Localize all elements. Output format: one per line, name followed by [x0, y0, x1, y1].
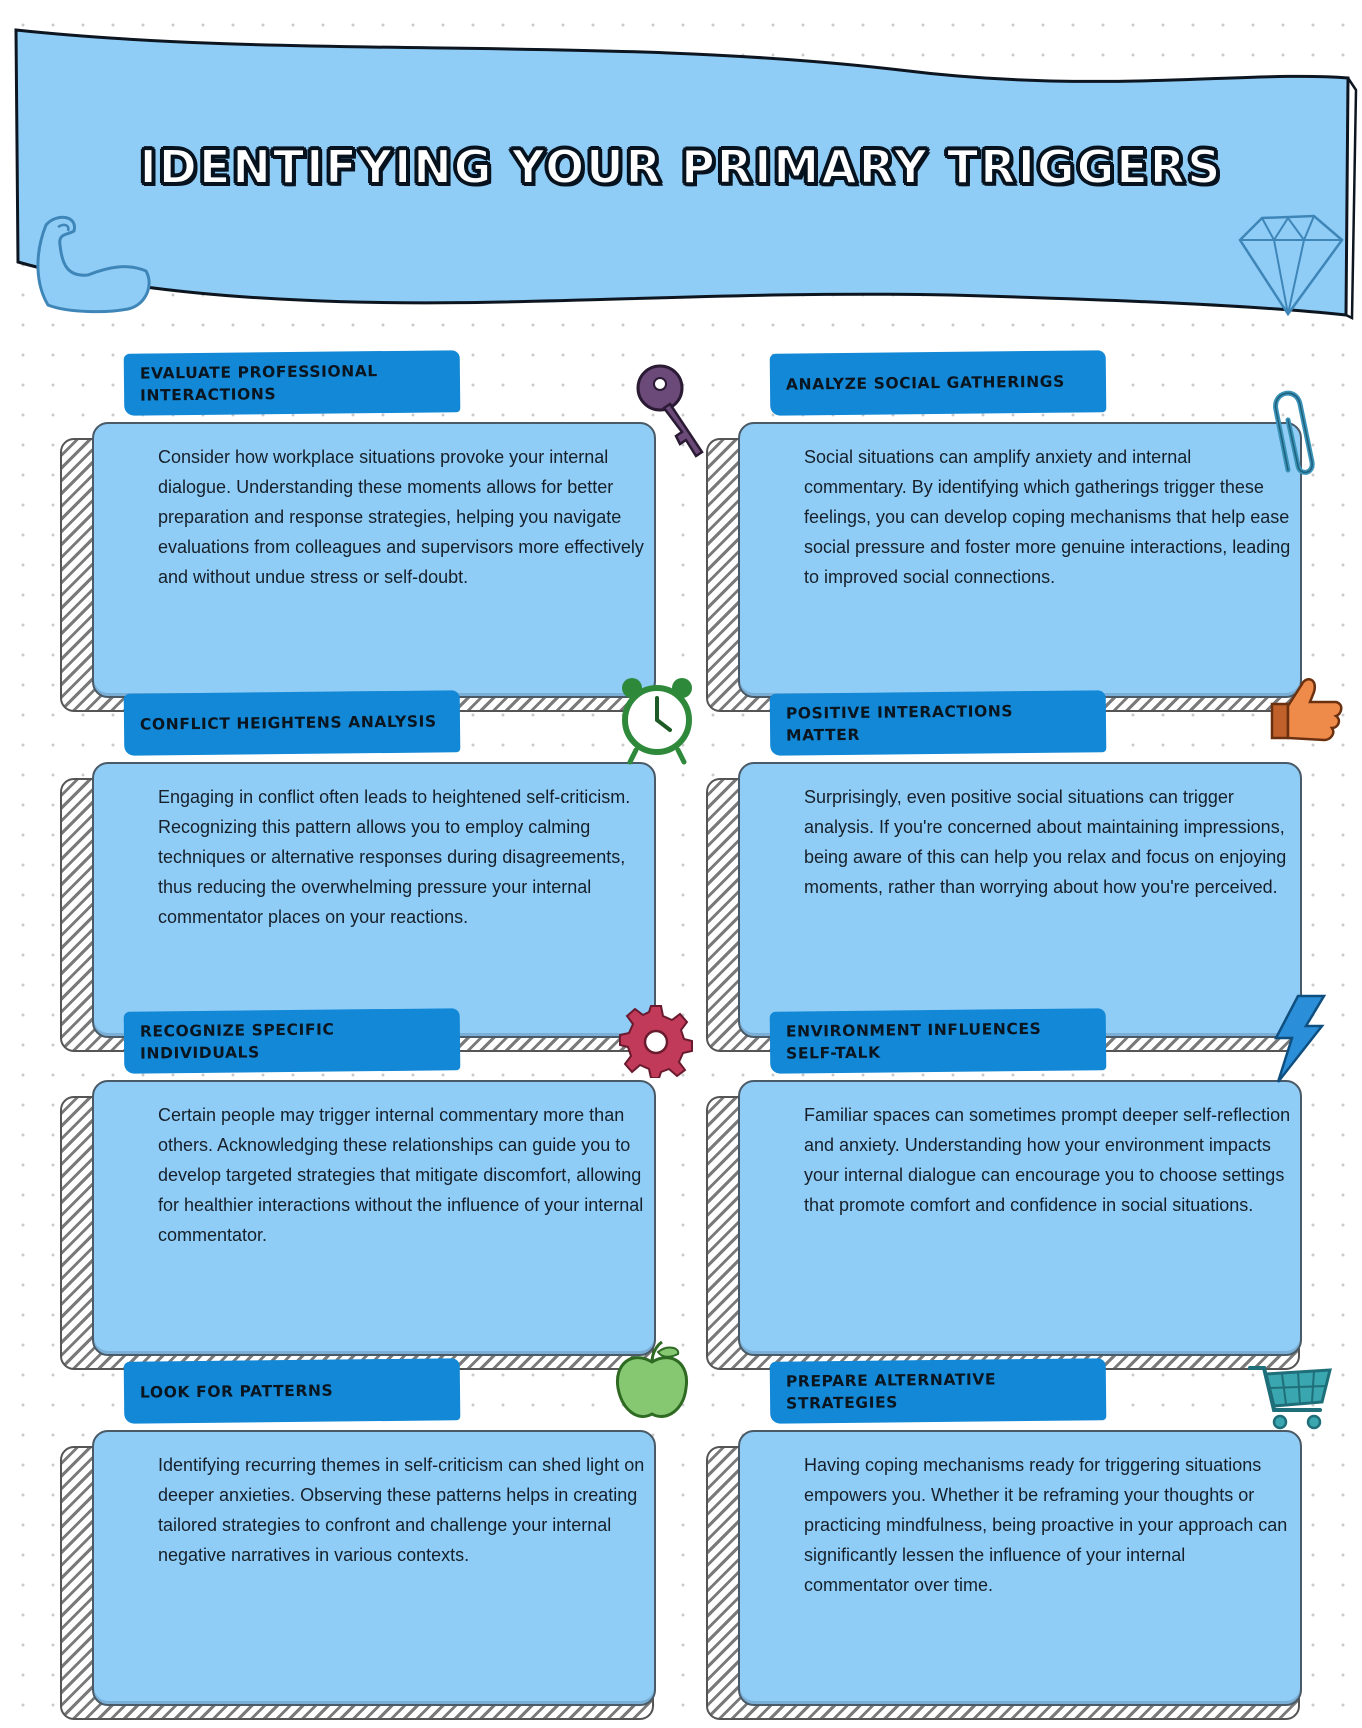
card-description: Identifying recurring themes in self-criticism can shed light on deeper anxieties. Observing these patterns helps in creating tailored strategies to confront and challenge your internal negative narratives in various contexts.: [158, 1455, 645, 1565]
flexed-arm-icon: [28, 205, 158, 315]
card-label: POSITIVE INTERACTIONS MATTER: [785, 702, 1014, 745]
card-description: Having coping mechanisms ready for triggering situations empowers you. Whether it be reframing your thoughts or practicing mindfulness, being proactive in your approach can significantly lessen the influence of your internal commentator over time.: [804, 1455, 1288, 1595]
card-analyze-social-gatherings: [706, 372, 1306, 720]
card-label: PREPARE ALTERNATIVE STRATEGIES: [785, 1370, 997, 1413]
apple-icon: [612, 1340, 692, 1424]
card-recognize-specific-individuals: [60, 1020, 660, 1378]
card-description: Engaging in conflict often leads to heightened self-criticism. Recognizing this pattern allows you to employ calming techniques or alternative responses during disagreements, thus reducing the overwhelming pressure your internal commentator places on your reactions.: [158, 787, 631, 927]
card-label-tag: [770, 1008, 1107, 1074]
paperclip-icon: [1266, 380, 1336, 490]
card-label: LOOK FOR PATTERNS: [139, 1381, 334, 1402]
key-icon: [630, 360, 710, 460]
thumbs-up-icon: [1266, 670, 1346, 750]
card-panel: [738, 762, 1302, 1038]
card-prepare-alternative-strategies: [706, 1370, 1306, 1728]
card-panel: [92, 762, 656, 1038]
card-panel: [92, 422, 656, 698]
card-label: ENVIRONMENT INFLUENCES SELF-TALK: [785, 1019, 1042, 1063]
diamond-icon: [1222, 210, 1352, 320]
card-panel: [738, 1430, 1302, 1706]
card-panel: [92, 1430, 656, 1706]
card-description: Familiar spaces can sometimes prompt deeper self-reflection and anxiety. Understanding how your environment impacts your internal dialogue can encourage you to choose settings that promote comfort and confidence in social situations.: [804, 1105, 1291, 1215]
card-label-tag: [124, 690, 461, 756]
card-description: Certain people may trigger internal commentary more than others. Acknowledging these relationships can guide you to develop targeted strategies that mitigate discomfort, allowing for healthier interactions without the influence of your internal commentator.: [158, 1105, 644, 1245]
card-evaluate-professional-interactions: [60, 362, 660, 720]
card-label: CONFLICT HEIGHTENS ANALYSIS: [139, 712, 437, 734]
card-label: ANALYZE SOCIAL GATHERINGS: [785, 372, 1065, 394]
card-label: EVALUATE PROFESSIONAL INTERACTIONS: [139, 362, 378, 405]
card-environment-influences-self-talk: [706, 1019, 1306, 1378]
card-panel: [738, 1080, 1302, 1356]
page-title: IDENTIFYING YOUR PRIMARY TRIGGERS: [139, 140, 1223, 194]
card-label-tag: [124, 350, 461, 416]
card-description: Surprisingly, even positive social situations can trigger analysis. If you're concerned about maintaining impressions, being aware of this can help you relax and focus on enjoying moments, rather than worrying about how you're perceived.: [804, 787, 1287, 897]
card-look-for-patterns: [60, 1381, 660, 1728]
card-label-tag: [770, 350, 1107, 416]
card-description: Social situations can amplify anxiety and internal commentary. By identifying which gatherings trigger these feelings, you can develop coping mechanisms that help ease social pressure and foster more genuine interactions, leading to improved social connections.: [804, 447, 1291, 587]
card-label: RECOGNIZE SPECIFIC INDIVIDUALS: [139, 1020, 335, 1063]
gear-icon: [618, 1002, 694, 1078]
card-panel: [738, 422, 1302, 698]
card-description: Consider how workplace situations provoke your internal dialogue. Understanding these moments allows for better preparation and response strategies, helping you navigate evaluations from colleagues and supervisors more effectively and without undue stress or self-doubt.: [158, 447, 644, 587]
shopping-cart-icon: [1246, 1360, 1336, 1440]
lightning-icon: [1268, 994, 1328, 1084]
alarm-clock-icon: [612, 668, 702, 768]
card-label-tag: [124, 1358, 461, 1424]
card-label-tag: [770, 1358, 1107, 1424]
card-panel: [92, 1080, 656, 1356]
card-label-tag: [770, 690, 1107, 756]
card-label-tag: [124, 1008, 461, 1074]
